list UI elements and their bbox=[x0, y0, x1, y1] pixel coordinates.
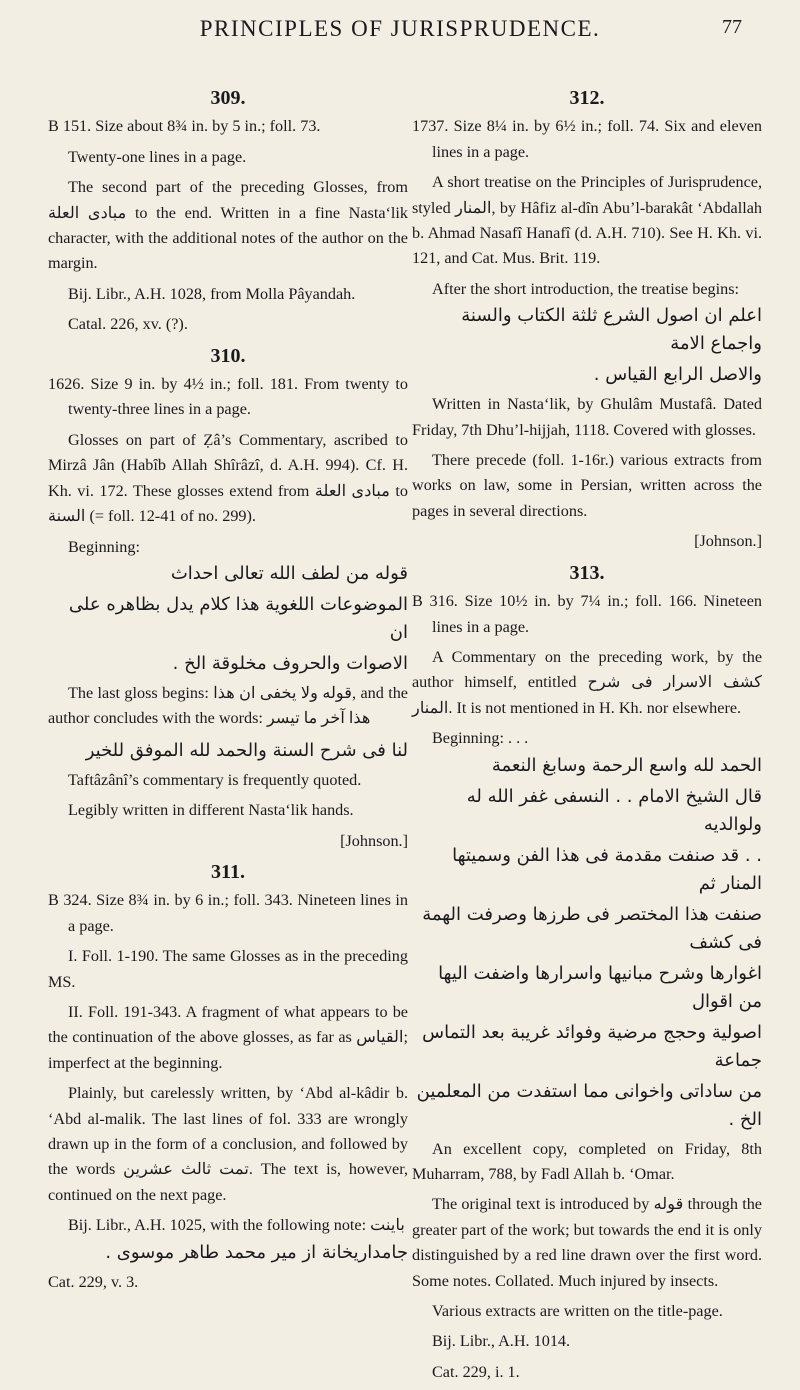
entry-number: 309. bbox=[210, 87, 246, 109]
entry-intro: After the short introduction, the treatise begins: bbox=[432, 279, 740, 298]
entry-provenance: Bij. Libr., A.H. 1028, from Molla Pâyandah. bbox=[68, 284, 356, 303]
arabic-quote: اصولية وحجج مرضية وفوائد غريبة بعد التماس جماعة bbox=[422, 1021, 762, 1071]
running-head bbox=[0, 10, 800, 50]
arabic-quote: قال الشيخ الامام . . النسفى غفر الله له ولوالديه bbox=[466, 785, 762, 835]
beginning-label: Beginning: bbox=[68, 537, 140, 556]
entry-description: A Commentary on the preceding work, by the author himself, entitled كشف الاسرار فى شرح المنار. It is not mentioned in H. Kh. nor elsewhere. bbox=[412, 647, 762, 717]
entry-number: 310. bbox=[210, 344, 246, 367]
entry-item: I. Foll. 1-190. The same Glosses as in the preceding MS. bbox=[48, 947, 408, 991]
entry-provenance: Bij. Libr., A.H. 1025, with the following note: باينت bbox=[68, 1216, 405, 1235]
arabic-quote: صنفت هذا المختصر فى طرزها وصرفت الهمة فى كشف bbox=[422, 903, 762, 953]
arabic-quote: من ساداتى واخوانى مما استفدت من المعلمين الخ . bbox=[416, 1080, 762, 1130]
arabic-quote: الاصوات والحروف مخلوقة الخ . bbox=[172, 652, 408, 674]
signature: [Johnson.] bbox=[340, 831, 408, 850]
arabic-quote: جامداريخانة از مير محمد طاهر موسوى . bbox=[105, 1241, 408, 1263]
last-gloss-text: The last gloss begins: قوله ولا يخفى ان هذا, and the author concludes with the words: هذا آخر ما تيسر bbox=[48, 683, 408, 728]
entry-note: Taftâzânî’s commentary is frequently quoted. bbox=[68, 770, 362, 789]
entry-description: Glosses on part of Ẓâ’s Commentary, ascribed to Mirzâ Jân (Habîb Allah Shîrâzî, d. A.H. 994). Cf. H. Kh. vi. 172. These glosses extend from مبادى العلة to السنة (= foll. 12-41 of no. 299). bbox=[48, 430, 408, 526]
arabic-quote: . . قد صنفت مقدمة فى هذا الفن وسميتها المنار ثم bbox=[452, 844, 762, 894]
entry-heading: 1737. Size 8¼ in. by 6½ in.; foll. 74. Six and eleven lines in a page. bbox=[412, 117, 762, 161]
running-title: PRINCIPLES OF JURISPRUDENCE. bbox=[199, 16, 601, 41]
entry-heading: B 151. Size about 8¾ in. by 5 in.; foll. 73. bbox=[48, 117, 321, 136]
entry-description: The second part of the preceding Glosses, from مبادى العلة to the end. Written in a fine Nasta‘lik character, with the additional notes of the author on the margin. bbox=[48, 178, 408, 273]
beginning-label: Beginning: . . . bbox=[432, 729, 529, 748]
entry-number: 312. bbox=[569, 87, 605, 109]
entry-catalog: Cat. 229, v. 3. bbox=[48, 1272, 139, 1291]
page-number: 77 bbox=[722, 16, 742, 38]
entry-heading: 1626. Size 9 in. by 4½ in.; foll. 181. From twenty to twenty-three lines in a page. bbox=[48, 375, 408, 419]
entry-number: 311. bbox=[211, 860, 245, 883]
arabic-quote: اغوارها وشرح مبانيها واسرارها واضفت اليها من اقوال bbox=[438, 962, 762, 1012]
left-column bbox=[48, 80, 408, 1300]
entry-note: There precede (foll. 1-16r.) various extracts from works on law, some in Persian, written across the pages in several directions. bbox=[412, 451, 762, 520]
entry-description: Plainly, but carelessly written, by ‘Abd al-kâdir b. ‘Abd al-malik. The last lines of fol. 333 are wrongly drawn up in the form of a conclusion, and followed by the words تمت ثالث عشرين. The text is, however, continued on the next page. bbox=[48, 1084, 408, 1204]
entry-provenance: Bij. Libr., A.H. 1014. bbox=[432, 1332, 571, 1351]
entry-note: The original text is introduced by قوله through the greater part of the work; but towards the end it is only distinguished by a red line drawn over the first word. Some notes. Collated. Much injured by insects. bbox=[412, 1195, 762, 1290]
arabic-quote: قوله من لطف الله تعالى احداث bbox=[170, 562, 408, 584]
right-column bbox=[412, 80, 762, 1390]
entry-note: An excellent copy, completed on Friday, 8th Muharram, 788, by Fadl Allah b. ‘Omar. bbox=[412, 1139, 762, 1183]
signature: [Johnson.] bbox=[694, 532, 762, 551]
arabic-quote: لنا فى شرح السنة والحمد لله الموفق للخير bbox=[85, 739, 408, 761]
entry-catalog: Cat. 229, i. 1. bbox=[432, 1362, 520, 1381]
entry-heading: B 324. Size 8¾ in. by 6 in.; foll. 343. Nineteen lines in a page. bbox=[48, 891, 408, 935]
entry-item: II. Foll. 191-343. A fragment of what appears to be the continuation of the above glosses, as far as القياس; imperfect at the beginning. bbox=[48, 1002, 408, 1072]
entry-lines: Twenty-one lines in a page. bbox=[68, 147, 247, 166]
entry-catalog: Catal. 226, xv. (?). bbox=[68, 315, 188, 334]
arabic-quote: الموضوعات اللغوية هذا كلام يدل بظاهره على ان bbox=[68, 593, 408, 643]
entry-description: A short treatise on the Principles of Jurisprudence, styled المنار, by Hâfiz al-dîn Abu’l-barakât ‘Abdallah b. Ahmad Nasafî Hanafî (d. A.H. 710). See H. Kh. vi. 121, and Cat. Mus. Brit. 119. bbox=[412, 173, 762, 268]
entry-note: Written in Nasta‘lik, by Ghulâm Mustafâ. Dated Friday, 7th Dhu’l-hijjah, 1118. Covered with glosses. bbox=[412, 395, 762, 439]
entry-note: Various extracts are written on the title-page. bbox=[432, 1301, 723, 1320]
entry-note: Legibly written in different Nasta‘lik hands. bbox=[68, 801, 354, 820]
entry-heading: B 316. Size 10½ in. by 7¼ in.; foll. 166. Nineteen lines in a page. bbox=[412, 592, 762, 636]
arabic-quote: الحمد لله واسع الرحمة وسابغ النعمة bbox=[491, 754, 762, 776]
arabic-quote: والاصل الرابع القياس . bbox=[593, 364, 762, 386]
arabic-quote: اعلم ان اصول الشرع ثلثة الكتاب والسنة واجماع الامة bbox=[461, 305, 762, 355]
entry-number: 313. bbox=[569, 561, 605, 584]
